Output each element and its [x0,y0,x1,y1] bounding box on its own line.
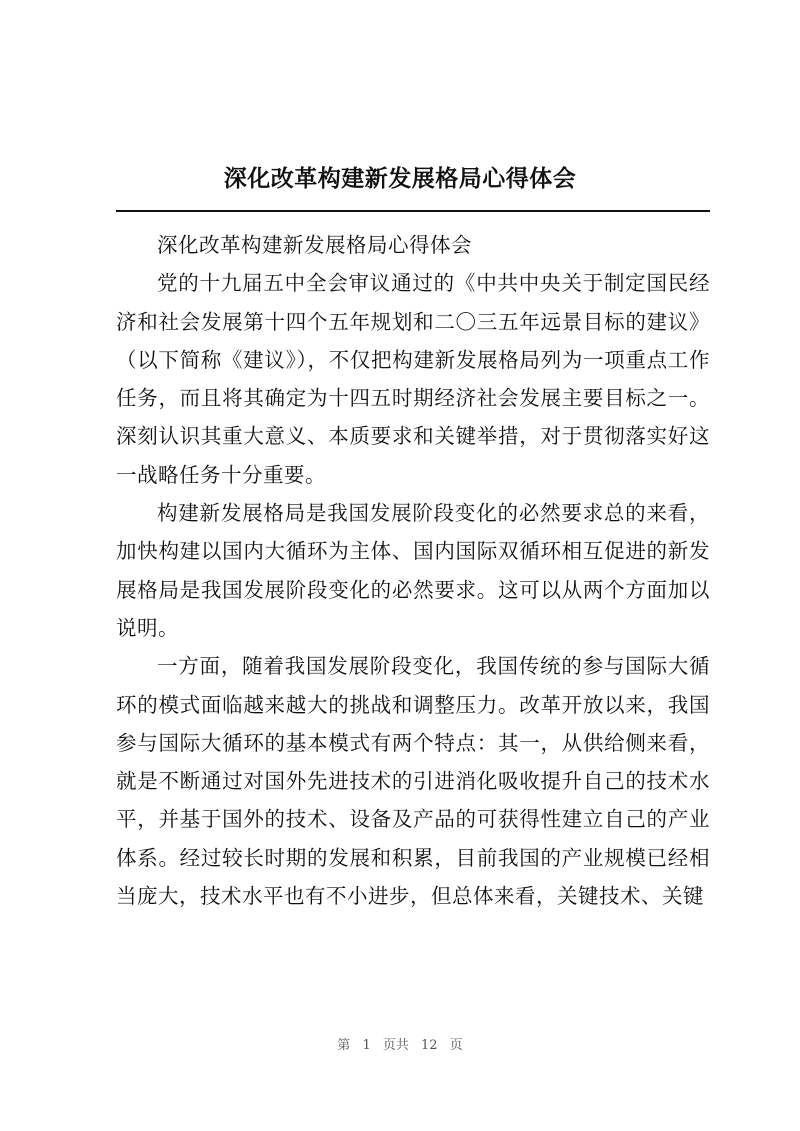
footer-page-middle: 页共 [382,1038,409,1053]
paragraph: 构建新发展格局是我国发展阶段变化的必然要求总的来看，加快构建以国内大循环为主体、国内国际双循环相互促进的新发展格局是我国发展阶段变化的必然要求。这可以从两个方面加以说明。 [116,501,710,640]
title-divider [116,210,710,212]
footer-page-suffix: 页 [449,1038,463,1053]
footer-page-total: 12 [421,1038,438,1053]
page-title: 深化改革构建新发展格局心得体会 [223,165,577,192]
page-footer [0,1034,800,1053]
footer-page-prefix: 第 [337,1038,351,1053]
paragraph-subtitle: 深化改革构建新发展格局心得体会 [157,233,472,257]
document-body [116,226,710,915]
footer-page-number: 1 [362,1038,371,1053]
paragraph: 一方面，随着我国发展阶段变化，我国传统的参与国际大循环的模式面临越来越大的挑战和调整压力。改革开放以来，我国参与国际大循环的基本模式有两个特点：其一，从供给侧来看，就是不断通过对国外先进技术的引进消化吸收提升自己的技术水平，并基于国外的技术、设备及产品的可获得性建立自己的产业体系。经过较长时期的发展和积累，目前我国的产业规模已经相当庞大，技术水平也有不小进步，但总体来看，关键技术、关键 [116,654,710,909]
paragraph: 党的十九届五中全会审议通过的《中共中央关于制定国民经济和社会发展第十四个五年规划和二〇三五年远景目标的建议》（以下简称《建议》），不仅把构建新发展格局列为一项重点工作任务，而且将其确定为十四五时期经济社会发展主要目标之一。深刻认识其重大意义、本质要求和关键举措，对于贯彻落实好这一战略任务十分重要。 [116,271,710,487]
